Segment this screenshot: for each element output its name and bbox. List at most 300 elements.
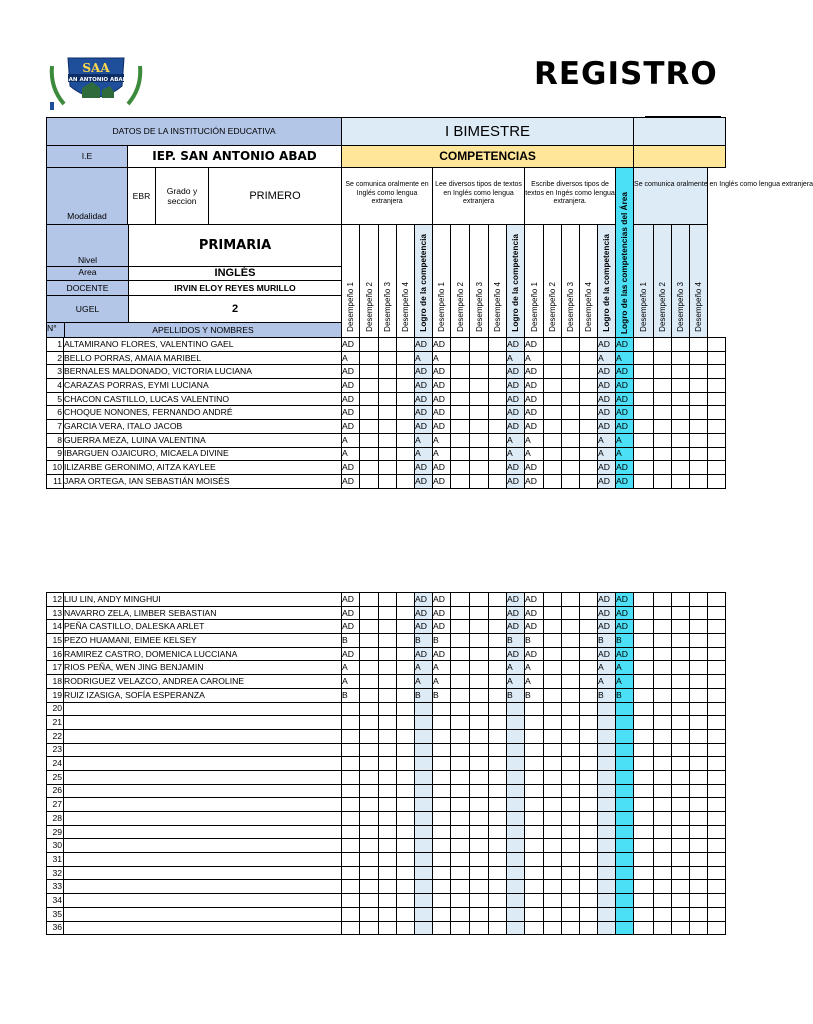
student-name[interactable]: NAVARRO ZELA, LIMBER SEBASTIAN (64, 606, 342, 620)
grade-cell[interactable] (433, 825, 451, 839)
grade-cell[interactable] (634, 866, 654, 880)
grade-cell[interactable] (451, 647, 470, 661)
grade-cell[interactable] (342, 825, 360, 839)
grade-cell[interactable] (654, 379, 672, 393)
logro-competencia-cell[interactable] (598, 702, 616, 716)
grade-cell[interactable] (654, 338, 672, 352)
grade-cell[interactable] (654, 729, 672, 743)
grade-cell[interactable] (634, 447, 654, 461)
grade-cell[interactable] (433, 716, 451, 730)
grade-cell[interactable] (690, 688, 708, 702)
grade-cell[interactable]: A (433, 675, 451, 689)
student-name[interactable] (64, 894, 342, 908)
grade-cell[interactable] (397, 420, 415, 434)
grade-cell[interactable] (544, 770, 562, 784)
logro-competencia-cell[interactable]: A (415, 447, 433, 461)
logro-competencia-cell[interactable]: B (415, 634, 433, 648)
grade-cell[interactable] (672, 921, 690, 935)
grade-cell[interactable] (470, 420, 489, 434)
student-name[interactable] (64, 784, 342, 798)
grade-cell[interactable] (580, 420, 598, 434)
grade-cell[interactable] (544, 880, 562, 894)
grade-cell[interactable] (690, 474, 708, 488)
student-name[interactable]: BERNALES MALDONADO, VICTORIA LUCIANA (64, 365, 342, 379)
grade-cell[interactable] (470, 351, 489, 365)
grade-cell[interactable] (562, 798, 580, 812)
logro-area-cell[interactable]: B (616, 634, 634, 648)
logro-competencia-cell[interactable]: AD (415, 406, 433, 420)
grade-cell[interactable] (525, 866, 544, 880)
grade-cell[interactable] (690, 812, 708, 826)
grade-cell[interactable] (397, 880, 415, 894)
grade-cell[interactable] (470, 634, 489, 648)
student-name[interactable] (64, 825, 342, 839)
grade-cell[interactable]: A (433, 351, 451, 365)
grade-cell[interactable] (470, 798, 489, 812)
grade-cell[interactable] (451, 338, 470, 352)
logro-competencia-cell[interactable] (598, 921, 616, 935)
student-name[interactable]: CHOQUE NONONES, FERNANDO ANDRÉ (64, 406, 342, 420)
grade-cell[interactable] (544, 894, 562, 908)
logro-competencia-cell[interactable] (415, 866, 433, 880)
grade-cell[interactable] (489, 474, 507, 488)
student-name[interactable]: PEÑA CASTILLO, DALESKA ARLET (64, 620, 342, 634)
logro-competencia-cell[interactable] (598, 757, 616, 771)
grade-cell[interactable] (690, 798, 708, 812)
grade-cell[interactable]: AD (433, 379, 451, 393)
grade-cell[interactable]: AD (525, 620, 544, 634)
grade-cell[interactable] (433, 770, 451, 784)
logro-competencia-cell[interactable] (415, 825, 433, 839)
grade-cell[interactable] (672, 593, 690, 607)
grade-cell[interactable] (451, 688, 470, 702)
logro-competencia-cell[interactable]: A (598, 447, 616, 461)
grade-cell[interactable] (397, 729, 415, 743)
grade-cell[interactable] (379, 365, 397, 379)
grade-cell[interactable] (690, 743, 708, 757)
grade-cell[interactable] (690, 606, 708, 620)
logro-competencia-cell[interactable]: A (598, 675, 616, 689)
grade-cell[interactable]: AD (525, 406, 544, 420)
logro-competencia-cell[interactable] (507, 716, 525, 730)
grade-cell[interactable] (489, 365, 507, 379)
grade-cell[interactable] (708, 784, 726, 798)
grade-cell[interactable] (654, 461, 672, 475)
grade-cell[interactable] (470, 620, 489, 634)
grade-cell[interactable] (562, 866, 580, 880)
grade-cell[interactable] (397, 907, 415, 921)
logro-competencia-cell[interactable]: AD (598, 379, 616, 393)
grade-cell[interactable] (654, 716, 672, 730)
grade-cell[interactable] (470, 474, 489, 488)
grade-cell[interactable]: AD (342, 420, 360, 434)
grade-cell[interactable]: AD (342, 338, 360, 352)
grade-cell[interactable] (525, 880, 544, 894)
grade-cell[interactable] (690, 770, 708, 784)
grade-cell[interactable] (360, 907, 379, 921)
logro-area-cell[interactable] (616, 812, 634, 826)
grade-cell[interactable] (397, 702, 415, 716)
logro-competencia-cell[interactable] (415, 770, 433, 784)
grade-cell[interactable] (562, 675, 580, 689)
grade-cell[interactable] (690, 702, 708, 716)
grade-cell[interactable] (544, 825, 562, 839)
grade-cell[interactable] (451, 866, 470, 880)
logro-area-cell[interactable] (616, 880, 634, 894)
grade-cell[interactable] (672, 447, 690, 461)
grade-cell[interactable] (451, 447, 470, 461)
grade-cell[interactable] (654, 593, 672, 607)
student-name[interactable] (64, 812, 342, 826)
grade-cell[interactable] (562, 461, 580, 475)
student-name[interactable] (64, 702, 342, 716)
grade-cell[interactable] (397, 365, 415, 379)
grade-cell[interactable] (379, 784, 397, 798)
grade-cell[interactable]: AD (433, 606, 451, 620)
grade-cell[interactable] (379, 798, 397, 812)
logro-competencia-cell[interactable]: A (507, 661, 525, 675)
grade-cell[interactable] (672, 702, 690, 716)
grade-cell[interactable] (562, 620, 580, 634)
grade-cell[interactable] (634, 433, 654, 447)
grade-cell[interactable] (562, 729, 580, 743)
grade-cell[interactable] (708, 593, 726, 607)
grade-cell[interactable] (433, 866, 451, 880)
grade-cell[interactable] (470, 729, 489, 743)
grade-cell[interactable] (562, 757, 580, 771)
grade-cell[interactable] (544, 921, 562, 935)
logro-competencia-cell[interactable] (598, 729, 616, 743)
logro-competencia-cell[interactable]: AD (598, 392, 616, 406)
grade-cell[interactable] (654, 406, 672, 420)
grade-cell[interactable] (379, 593, 397, 607)
grade-cell[interactable] (433, 894, 451, 908)
grade-cell[interactable] (580, 853, 598, 867)
grade-cell[interactable] (489, 661, 507, 675)
grade-cell[interactable] (360, 770, 379, 784)
grade-cell[interactable] (580, 907, 598, 921)
logro-competencia-cell[interactable]: AD (507, 365, 525, 379)
grade-cell[interactable] (470, 461, 489, 475)
grade-cell[interactable] (708, 702, 726, 716)
grade-cell[interactable] (489, 743, 507, 757)
grade-cell[interactable] (544, 634, 562, 648)
grade-cell[interactable] (562, 688, 580, 702)
student-name[interactable] (64, 921, 342, 935)
grade-cell[interactable] (489, 784, 507, 798)
grade-cell[interactable] (634, 907, 654, 921)
grade-cell[interactable] (360, 880, 379, 894)
grade-cell[interactable] (654, 880, 672, 894)
grade-cell[interactable] (433, 757, 451, 771)
grade-cell[interactable]: AD (433, 420, 451, 434)
grade-cell[interactable] (708, 921, 726, 935)
grade-cell[interactable] (470, 921, 489, 935)
logro-area-cell[interactable] (616, 921, 634, 935)
grade-cell[interactable] (580, 433, 598, 447)
grade-cell[interactable] (580, 770, 598, 784)
grade-cell[interactable] (708, 461, 726, 475)
grade-cell[interactable] (544, 743, 562, 757)
grade-cell[interactable] (634, 757, 654, 771)
logro-competencia-cell[interactable] (598, 770, 616, 784)
grade-cell[interactable] (634, 894, 654, 908)
grade-cell[interactable] (489, 921, 507, 935)
grade-cell[interactable]: AD (525, 338, 544, 352)
grade-cell[interactable]: A (525, 661, 544, 675)
logro-competencia-cell[interactable]: AD (507, 420, 525, 434)
grade-cell[interactable] (433, 853, 451, 867)
grade-cell[interactable] (562, 880, 580, 894)
grade-cell[interactable] (470, 866, 489, 880)
grade-cell[interactable] (360, 338, 379, 352)
grade-cell[interactable] (562, 647, 580, 661)
grade-cell[interactable] (580, 661, 598, 675)
grade-cell[interactable] (634, 743, 654, 757)
logro-competencia-cell[interactable]: A (415, 351, 433, 365)
grade-cell[interactable] (470, 593, 489, 607)
grade-cell[interactable] (360, 447, 379, 461)
logro-competencia-cell[interactable]: A (507, 447, 525, 461)
grade-cell[interactable] (379, 812, 397, 826)
grade-cell[interactable] (360, 702, 379, 716)
grade-cell[interactable] (580, 620, 598, 634)
grade-cell[interactable]: AD (342, 365, 360, 379)
grade-cell[interactable] (672, 743, 690, 757)
grade-cell[interactable] (580, 784, 598, 798)
grade-cell[interactable] (451, 839, 470, 853)
grade-cell[interactable] (672, 866, 690, 880)
grade-cell[interactable] (379, 702, 397, 716)
grade-cell[interactable] (708, 757, 726, 771)
grade-cell[interactable] (489, 907, 507, 921)
grade-cell[interactable] (544, 675, 562, 689)
grade-cell[interactable] (544, 379, 562, 393)
grade-cell[interactable] (580, 921, 598, 935)
grade-cell[interactable] (489, 338, 507, 352)
grade-cell[interactable] (708, 606, 726, 620)
grade-cell[interactable] (470, 379, 489, 393)
grade-cell[interactable] (379, 433, 397, 447)
logro-area-cell[interactable]: AD (616, 593, 634, 607)
grade-cell[interactable] (489, 798, 507, 812)
grade-cell[interactable] (360, 812, 379, 826)
logro-competencia-cell[interactable]: AD (507, 606, 525, 620)
grade-cell[interactable] (580, 392, 598, 406)
logro-competencia-cell[interactable] (415, 798, 433, 812)
logro-competencia-cell[interactable]: A (415, 675, 433, 689)
logro-area-cell[interactable]: AD (616, 420, 634, 434)
grade-cell[interactable]: AD (525, 379, 544, 393)
grade-cell[interactable] (654, 866, 672, 880)
grade-cell[interactable] (397, 784, 415, 798)
grade-cell[interactable] (379, 770, 397, 784)
logro-competencia-cell[interactable]: A (598, 661, 616, 675)
logro-competencia-cell[interactable]: AD (598, 474, 616, 488)
logro-competencia-cell[interactable]: AD (598, 365, 616, 379)
grade-cell[interactable] (360, 433, 379, 447)
logro-area-cell[interactable]: A (616, 433, 634, 447)
grade-cell[interactable] (654, 702, 672, 716)
logro-competencia-cell[interactable] (507, 729, 525, 743)
logro-competencia-cell[interactable] (598, 907, 616, 921)
student-name[interactable] (64, 839, 342, 853)
grade-cell[interactable] (451, 921, 470, 935)
grade-cell[interactable] (690, 338, 708, 352)
grade-cell[interactable] (470, 606, 489, 620)
grade-cell[interactable] (708, 866, 726, 880)
grade-cell[interactable]: A (525, 351, 544, 365)
grade-cell[interactable] (562, 447, 580, 461)
logro-competencia-cell[interactable]: AD (507, 474, 525, 488)
grade-cell[interactable] (708, 620, 726, 634)
grade-cell[interactable] (489, 688, 507, 702)
grade-cell[interactable] (360, 634, 379, 648)
grade-cell[interactable] (544, 351, 562, 365)
grade-cell[interactable] (525, 716, 544, 730)
student-name[interactable] (64, 729, 342, 743)
logro-competencia-cell[interactable] (415, 784, 433, 798)
grade-cell[interactable] (672, 647, 690, 661)
grade-cell[interactable] (708, 661, 726, 675)
logro-competencia-cell[interactable] (415, 729, 433, 743)
grade-cell[interactable]: A (433, 447, 451, 461)
logro-competencia-cell[interactable]: B (598, 634, 616, 648)
grade-cell[interactable] (489, 351, 507, 365)
grade-cell[interactable] (708, 839, 726, 853)
grade-cell[interactable] (562, 593, 580, 607)
grade-cell[interactable]: AD (342, 379, 360, 393)
grade-cell[interactable] (690, 461, 708, 475)
logro-area-cell[interactable]: AD (616, 474, 634, 488)
grade-cell[interactable] (342, 812, 360, 826)
grade-cell[interactable] (360, 461, 379, 475)
grade-cell[interactable]: A (342, 433, 360, 447)
grade-cell[interactable] (562, 743, 580, 757)
grade-cell[interactable] (708, 907, 726, 921)
grade-cell[interactable]: AD (342, 474, 360, 488)
grade-cell[interactable] (580, 812, 598, 826)
student-name[interactable]: RUIZ IZASIGA, SOFÍA ESPERANZA (64, 688, 342, 702)
grade-cell[interactable] (708, 798, 726, 812)
grade-cell[interactable] (433, 839, 451, 853)
grade-cell[interactable] (397, 447, 415, 461)
grade-cell[interactable] (379, 716, 397, 730)
grade-cell[interactable] (379, 825, 397, 839)
grade-cell[interactable] (544, 420, 562, 434)
grade-cell[interactable] (634, 606, 654, 620)
grade-cell[interactable] (342, 866, 360, 880)
grade-cell[interactable] (634, 365, 654, 379)
grade-cell[interactable] (525, 784, 544, 798)
grade-cell[interactable] (654, 825, 672, 839)
grade-cell[interactable] (470, 825, 489, 839)
student-name[interactable] (64, 770, 342, 784)
grade-cell[interactable] (342, 880, 360, 894)
grade-cell[interactable] (544, 392, 562, 406)
grade-cell[interactable] (470, 880, 489, 894)
grade-cell[interactable] (342, 757, 360, 771)
logro-area-cell[interactable] (616, 743, 634, 757)
grade-cell[interactable] (451, 433, 470, 447)
grade-cell[interactable] (708, 647, 726, 661)
grade-cell[interactable] (489, 647, 507, 661)
grade-cell[interactable]: AD (433, 365, 451, 379)
grade-cell[interactable] (379, 420, 397, 434)
logro-area-cell[interactable] (616, 729, 634, 743)
grade-cell[interactable] (489, 420, 507, 434)
student-name[interactable] (64, 853, 342, 867)
logro-competencia-cell[interactable]: AD (507, 379, 525, 393)
grade-cell[interactable] (634, 839, 654, 853)
logro-competencia-cell[interactable]: AD (598, 606, 616, 620)
grade-cell[interactable] (690, 894, 708, 908)
grade-cell[interactable] (470, 702, 489, 716)
grade-cell[interactable] (397, 593, 415, 607)
logro-competencia-cell[interactable] (507, 921, 525, 935)
grade-cell[interactable] (470, 365, 489, 379)
grade-cell[interactable] (634, 798, 654, 812)
grade-cell[interactable] (360, 351, 379, 365)
grade-cell[interactable] (690, 647, 708, 661)
grade-cell[interactable] (342, 770, 360, 784)
grade-cell[interactable] (580, 647, 598, 661)
grade-cell[interactable] (489, 812, 507, 826)
logro-competencia-cell[interactable] (598, 853, 616, 867)
grade-cell[interactable] (489, 702, 507, 716)
grade-cell[interactable] (360, 866, 379, 880)
grade-cell[interactable]: A (525, 433, 544, 447)
logro-area-cell[interactable] (616, 894, 634, 908)
grade-cell[interactable] (690, 880, 708, 894)
grade-cell[interactable] (360, 661, 379, 675)
logro-competencia-cell[interactable] (598, 798, 616, 812)
grade-cell[interactable] (342, 702, 360, 716)
logro-competencia-cell[interactable]: A (415, 661, 433, 675)
logro-area-cell[interactable]: AD (616, 620, 634, 634)
grade-cell[interactable] (379, 907, 397, 921)
grade-cell[interactable] (634, 461, 654, 475)
grade-cell[interactable] (525, 853, 544, 867)
grade-cell[interactable] (451, 365, 470, 379)
grade-cell[interactable] (342, 743, 360, 757)
grade-cell[interactable] (708, 853, 726, 867)
grade-cell[interactable] (489, 379, 507, 393)
grade-cell[interactable] (397, 392, 415, 406)
logro-area-cell[interactable]: A (616, 661, 634, 675)
grade-cell[interactable] (489, 433, 507, 447)
logro-competencia-cell[interactable] (415, 702, 433, 716)
logro-competencia-cell[interactable]: AD (598, 593, 616, 607)
grade-cell[interactable] (580, 743, 598, 757)
grade-cell[interactable] (708, 365, 726, 379)
grade-cell[interactable] (360, 620, 379, 634)
grade-cell[interactable] (654, 420, 672, 434)
logro-competencia-cell[interactable] (598, 880, 616, 894)
grade-cell[interactable] (489, 634, 507, 648)
grade-cell[interactable] (360, 825, 379, 839)
grade-cell[interactable] (690, 866, 708, 880)
grade-cell[interactable] (654, 921, 672, 935)
logro-competencia-cell[interactable] (415, 880, 433, 894)
grade-cell[interactable] (690, 661, 708, 675)
student-name[interactable]: ALTAMIRANO FLORES, VALENTINO GAEL (64, 338, 342, 352)
grade-cell[interactable] (360, 420, 379, 434)
grade-cell[interactable] (690, 593, 708, 607)
grade-cell[interactable] (654, 447, 672, 461)
grade-cell[interactable] (397, 461, 415, 475)
grade-cell[interactable] (525, 757, 544, 771)
